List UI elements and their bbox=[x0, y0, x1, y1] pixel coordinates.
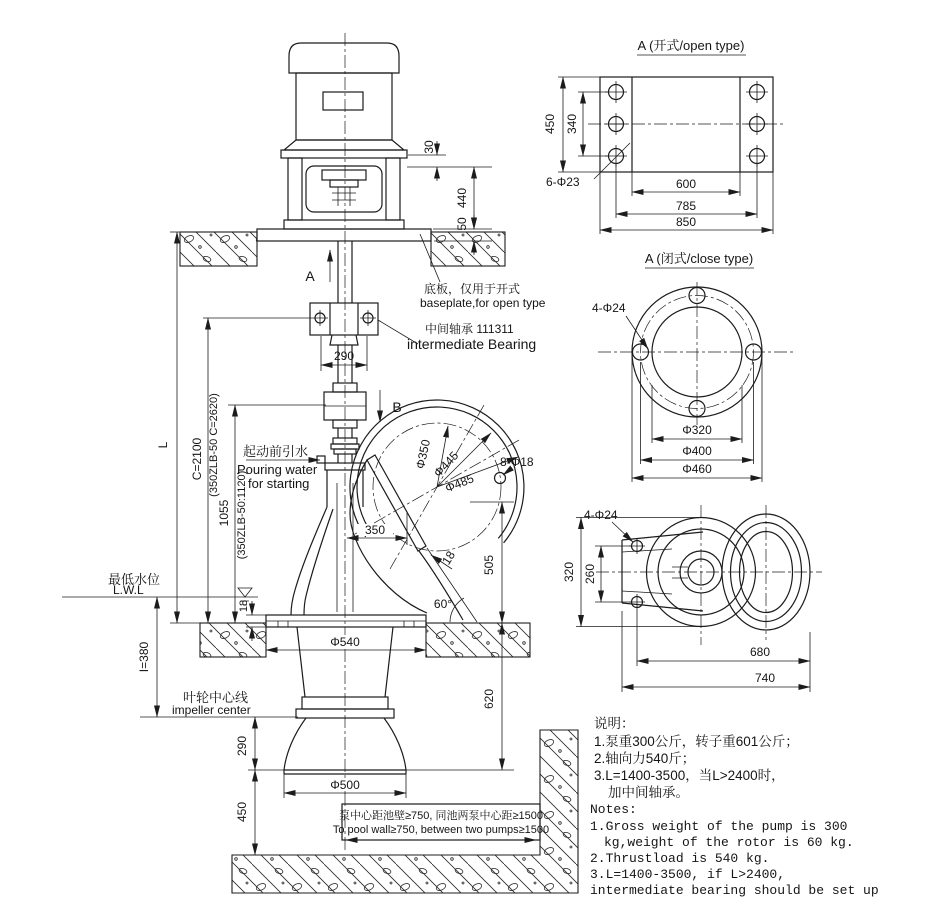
dim-1055-alt-label: (350ZLB-50:1120) bbox=[236, 470, 248, 560]
dimension-I380 bbox=[137, 597, 157, 717]
priming-callout bbox=[237, 444, 320, 491]
dim-450-label: 450 bbox=[235, 801, 249, 823]
open-dim-bolts-label: 6-Φ23 bbox=[546, 175, 580, 189]
notes-en-line: intermediate bearing should be set up bbox=[590, 883, 879, 898]
priming-callout-en2: for starting bbox=[248, 476, 310, 491]
electric-motor bbox=[281, 43, 407, 158]
close-type-view bbox=[592, 251, 795, 482]
top-view-inlet-box bbox=[622, 532, 703, 611]
notes-en-line: 2.Thrustload is 540 kg. bbox=[590, 851, 770, 866]
notes-en-line: kg,weight of the rotor is 60 kg. bbox=[604, 835, 854, 850]
dim-350-label: 350 bbox=[364, 523, 386, 537]
baseplate bbox=[257, 229, 431, 241]
dimension-540 bbox=[266, 627, 426, 655]
dim-540-label: Φ540 bbox=[330, 635, 360, 649]
close-dim-400-label: Φ400 bbox=[682, 444, 712, 458]
dimension-60deg bbox=[434, 597, 464, 622]
priming-callout-cn: 起动前引水 bbox=[243, 444, 309, 459]
lwl-label-cn: 最低水位 bbox=[108, 572, 161, 587]
impeller-label-cn: 叶轮中心线 bbox=[183, 690, 249, 705]
close-type-title: A (闭式/close type) bbox=[644, 251, 754, 266]
main-elevation-view bbox=[62, 33, 578, 893]
intermediate-bearing bbox=[310, 303, 378, 345]
dim-C-label: C=2100 bbox=[190, 437, 204, 481]
baseplate-callout-cn: 底板，仅用于开式 bbox=[424, 282, 521, 296]
notes-en-line: 1.Gross weight of the pump is 300 bbox=[590, 819, 848, 834]
dim-50-label: 50 bbox=[455, 217, 469, 231]
notes-cn-title: 说明： bbox=[594, 716, 635, 731]
notes-en-title: Notes: bbox=[590, 802, 637, 817]
flange-detail-d445-label: Φ445 bbox=[430, 448, 462, 480]
dim-620-label: 620 bbox=[482, 688, 496, 710]
lwl-label-en: L.W.L bbox=[113, 583, 144, 597]
section-mark-a bbox=[305, 250, 330, 284]
flange-detail-d350-label: Φ350 bbox=[413, 438, 434, 471]
dim-1055-label: 1055 bbox=[217, 499, 231, 527]
dimension-18-discharge bbox=[431, 548, 458, 569]
open-type-title: A (开式/open type) bbox=[637, 38, 745, 53]
pool-note-en: To pool wall≥750, between two pumps≥1500 bbox=[332, 824, 550, 836]
notes-cn-line: 加中间轴承。 bbox=[608, 785, 689, 800]
bearing-callout-cn: 中间轴承 111311 bbox=[425, 322, 514, 336]
dim-505-label: 505 bbox=[482, 554, 496, 576]
dim-L-label: L bbox=[156, 441, 170, 449]
dimension-left-chain bbox=[156, 232, 326, 623]
open-dim-450-label: 450 bbox=[543, 113, 557, 135]
open-dim-785-label: 785 bbox=[675, 199, 697, 213]
dim-C-alt-label: (350ZLB-50 C=2620) bbox=[208, 393, 220, 497]
notes-chinese bbox=[594, 716, 799, 800]
notes-cn-line: 3.L=1400-3500，当L>2400时， bbox=[594, 768, 785, 783]
bearing-callout bbox=[378, 320, 536, 352]
dimension-290-bell-450 bbox=[235, 717, 284, 855]
motor-stand bbox=[284, 158, 404, 229]
top-dim-bolts-label: 4-Φ24 bbox=[584, 508, 618, 522]
dim-18-base-label: 18 bbox=[238, 599, 250, 613]
open-dim-850-label: 850 bbox=[675, 215, 697, 229]
dim-290-bearing-label: 290 bbox=[333, 349, 355, 363]
priming-callout-en1: Pouring water bbox=[237, 462, 318, 477]
top-dim-680-label: 680 bbox=[749, 645, 771, 659]
notes-cn-line: 2.轴向力540斤； bbox=[594, 751, 696, 766]
top-dim-320-label: 320 bbox=[562, 561, 576, 583]
flange-detail-bolts-label: 8-Φ18 bbox=[500, 455, 534, 469]
impeller-centerline bbox=[140, 690, 298, 717]
dim-440-label: 440 bbox=[455, 187, 469, 209]
base-flange bbox=[266, 615, 426, 627]
flange-detail-d485-label: Φ485 bbox=[443, 471, 476, 496]
discharge-top-view bbox=[562, 505, 822, 692]
pool-clearance-note bbox=[333, 793, 549, 853]
close-dim-bolts-label: 4-Φ24 bbox=[592, 301, 626, 315]
dim-18-discharge-label: 18 bbox=[439, 548, 459, 568]
dim-60-label: 60° bbox=[433, 597, 453, 611]
open-dim-600-label: 600 bbox=[675, 177, 697, 191]
close-dim-320-label: Φ320 bbox=[682, 423, 712, 437]
dim-290-bell-label: 290 bbox=[235, 735, 249, 757]
top-dim-260-label: 260 bbox=[583, 563, 597, 585]
water-level bbox=[62, 572, 258, 605]
dimension-290-bearing bbox=[321, 336, 367, 371]
notes-cn-line: 1.泵重300公斤，转子重601公斤； bbox=[594, 734, 799, 749]
impeller-label-en: impeller center bbox=[172, 703, 251, 717]
dim-500-label: Φ500 bbox=[330, 778, 360, 792]
bearing-callout-en: intermediate Bearing bbox=[407, 336, 537, 352]
baseplate-callout-en: baseplate,for open type bbox=[420, 296, 546, 310]
close-dim-460-label: Φ460 bbox=[682, 462, 712, 476]
dim-30-label: 30 bbox=[422, 140, 436, 154]
dim-I380-label: I=380 bbox=[137, 641, 151, 673]
pool-note-cn: 泵中心距池壁≥750, 同池两泵中心距≥1500 bbox=[338, 810, 544, 822]
section-a-label: A bbox=[305, 268, 315, 284]
open-type-view bbox=[543, 38, 786, 234]
notes-english bbox=[590, 802, 879, 898]
notes-en-line: 3.L=1400-3500, if L>2400, bbox=[590, 867, 786, 882]
section-b-label: B bbox=[392, 399, 402, 415]
top-dim-740-label: 740 bbox=[754, 671, 776, 685]
open-dim-340-label: 340 bbox=[565, 113, 579, 135]
discharge-flange-detail bbox=[350, 400, 534, 569]
